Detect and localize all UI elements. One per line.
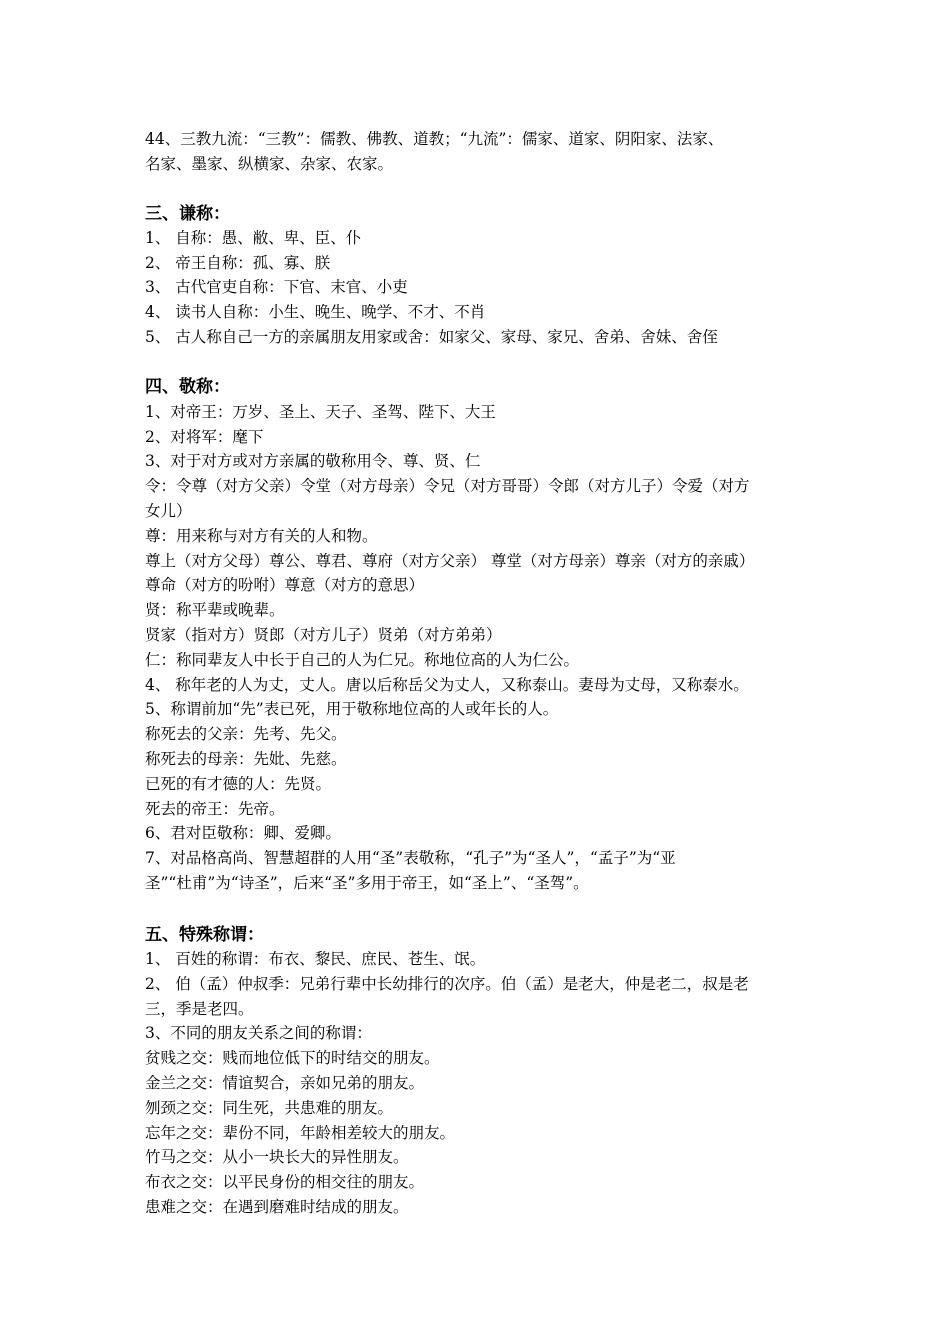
text-line: 称死去的母亲：先妣、先慈。	[145, 750, 347, 768]
text-line: 3、对于对方或对方亲属的敬称用令、尊、贤、仁	[145, 452, 481, 470]
text-line: 1、对帝王：万岁、圣上、天子、圣驾、陛下、大王	[145, 403, 496, 421]
text-line: 尊命（对方的吩咐）尊意（对方的意思）	[145, 576, 425, 594]
list-item: 3、 古代官吏自称：下官、末官、小吏	[145, 278, 408, 296]
text-line: 贫贱之交：贱而地位低下的时结交的朋友。	[145, 1049, 440, 1067]
text-line: 令：令尊（对方父亲）令堂（对方母亲）令兄（对方哥哥）令郎（对方儿子）令爱（对方	[145, 477, 750, 495]
text-line: 死去的帝王：先帝。	[145, 800, 285, 818]
text-line: 忘年之交：辈份不同，年龄相差较大的朋友。	[145, 1124, 456, 1142]
text-line: 患难之交：在遇到磨难时结成的朋友。	[145, 1198, 409, 1216]
text-line: 贤家（指对方）贤郎（对方儿子）贤弟（对方弟弟）	[145, 626, 502, 644]
text-line: 7、对品格高尚、智慧超群的人用“圣”表敬称，“孔子”为“圣人”，“孟子”为“亚	[145, 849, 676, 867]
list-item: 2、 帝王自称：孤、寡、朕	[145, 254, 331, 272]
list-item: 1、 自称：愚、敝、卑、臣、仆	[145, 229, 362, 247]
text-line: 贤：称平辈或晚辈。	[145, 601, 285, 619]
text-line: 女儿）	[145, 502, 192, 520]
text-line: 金兰之交：情谊契合，亲如兄弟的朋友。	[145, 1074, 425, 1092]
text-line: 1、 百姓的称谓：布衣、黎民、庶民、苍生、氓。	[145, 950, 486, 968]
text-line: 已死的有才德的人：先贤。	[145, 775, 332, 793]
list-item: 4、 读书人自称：小生、晚生、晚学、不才、不肖	[145, 303, 486, 321]
text-line: 布衣之交：以平民身份的相交往的朋友。	[145, 1173, 425, 1191]
text-line: 6、君对臣敬称：卿、爱卿。	[145, 824, 341, 842]
text-line: 竹马之交：从小一块长大的异性朋友。	[145, 1148, 409, 1166]
text-line: 尊：用来称与对方有关的人和物。	[145, 527, 378, 545]
text-line: 圣”“杜甫”为“诗圣”，后来“圣”多用于帝王，如“圣上”、“圣驾”。	[145, 874, 589, 892]
text-line: 2、对将军：麾下	[145, 428, 264, 446]
text-line: 尊上（对方父母）尊公、尊君、尊府（对方父亲） 尊堂（对方母亲）尊亲（对方的亲戚）	[145, 552, 755, 570]
paragraph-44-line-2: 名家、墨家、纵横家、杂家、农家。	[145, 155, 394, 173]
text-line: 4、 称年老的人为丈，丈人。唐以后称岳父为丈人，又称泰山。妻母为丈母，又称泰水。	[145, 676, 749, 694]
text-line: 5、称谓前加“先”表已死，用于敬称地位高的人或年长的人。	[145, 700, 559, 718]
text-line: 刎颈之交：同生死，共患难的朋友。	[145, 1099, 394, 1117]
text-line: 2、 伯（孟）仲叔季：兄弟行辈中长幼排行的次序。伯（孟）是老大，仲是老二，叔是老	[145, 975, 749, 993]
text-line: 称死去的父亲：先考、先父。	[145, 725, 347, 743]
section-heading-special-terms: 五、特殊称谓：	[145, 925, 264, 945]
list-item: 5、 古人称自己一方的亲属朋友用家或舍：如家父、家母、家兄、舍弟、舍妹、舍侄	[145, 328, 718, 346]
paragraph-44-line-1: 44、三教九流：“三教”：儒教、佛教、道教；“九流”：儒家、道家、阴阳家、法家、	[145, 130, 724, 148]
text-line: 3、不同的朋友关系之间的称谓：	[145, 1024, 372, 1042]
text-line: 仁：称同辈友人中长于自己的人为仁兄。称地位高的人为仁公。	[145, 651, 580, 669]
section-heading-humble-terms: 三、谦称：	[145, 204, 230, 224]
text-line: 三，季是老四。	[145, 1000, 254, 1018]
section-heading-honorifics: 四、敬称：	[145, 377, 230, 397]
